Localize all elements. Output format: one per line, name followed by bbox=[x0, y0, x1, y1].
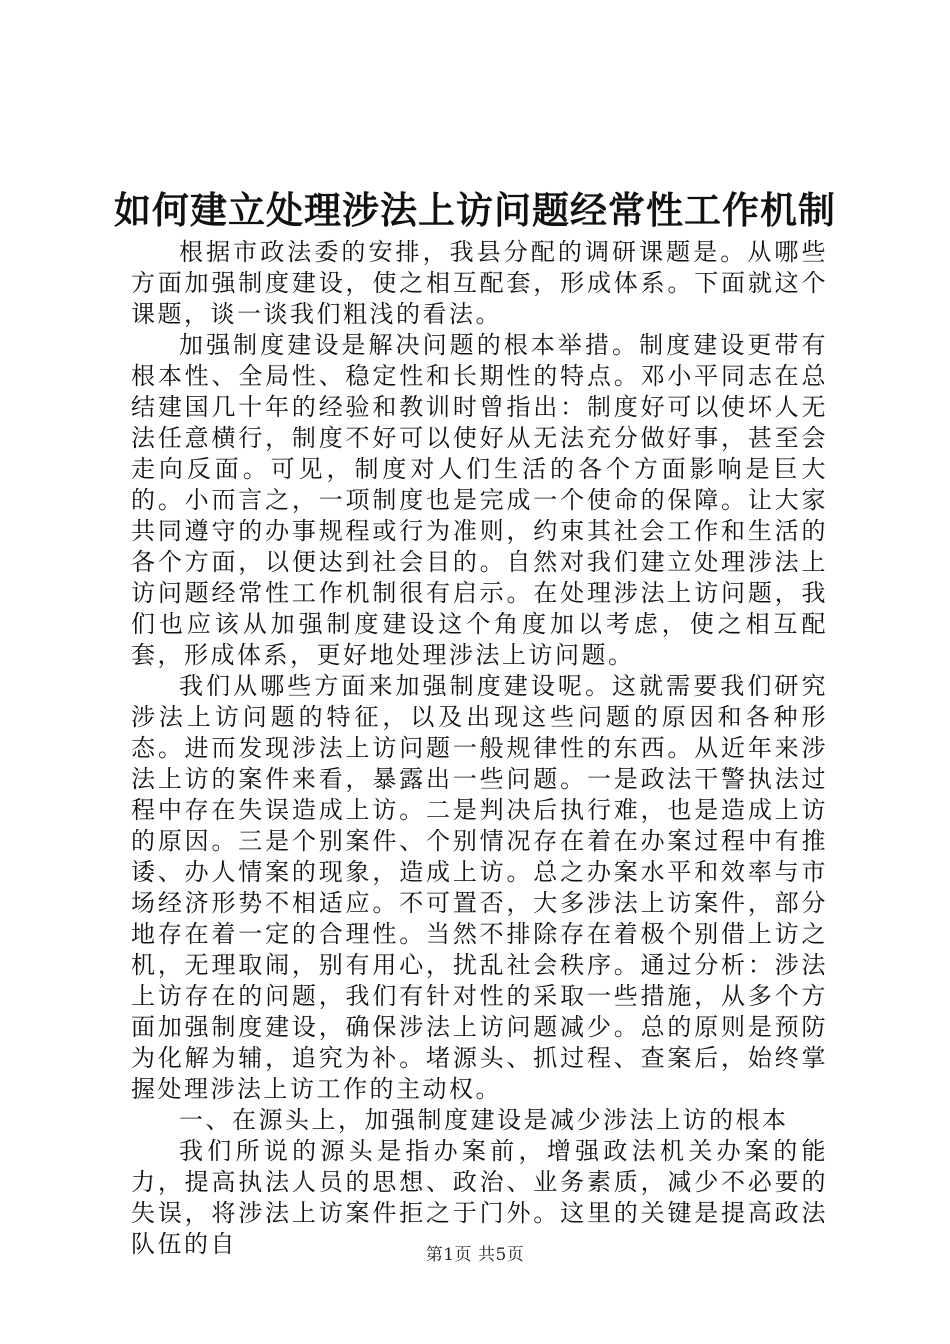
section-heading-1: 一、在源头上，加强制度建设是减少涉法上访的根本 bbox=[179, 1106, 789, 1134]
paragraph-intro: 根据市政法委的安排，我县分配的调研课题是。从哪些方面加强制度建设，使之相互配套，形成体系。下面就这个课题，谈一谈我们粗浅的看法。 bbox=[131, 238, 828, 328]
document-body bbox=[131, 237, 828, 1260]
document-title: 如何建立处理涉法上访问题经常性工作机制 bbox=[114, 188, 836, 232]
paragraph-analysis: 我们从哪些方面来加强制度建设呢。这就需要我们研究涉法上访问题的特征，以及出现这些问题的原因和各种形态。进而发现涉法上访问题一般规律性的东西。从近年来涉法上访的案件来看，暴露出一些问题。一是政法干警执法过程中存在失误造成上访。二是判决后执行难，也是造成上访的原因。三是个别案件、个别情况存在着在办案过程中有推诿、办人情案的现象，造成上访。总之办案水平和效率与市场经济形势不相适应。不可置否，大多涉法上访案件，部分地存在着一定的合理性。当然不排除存在着极个别借上访之机，无理取闹，别有用心，扰乱社会秩序。通过分析：涉法上访存在的问题，我们有针对性的采取一些措施，从多个方面加强制度建设，确保涉法上访问题减少。总的原则是预防为化解为辅，追究为补。堵源头、抓过程、查案后，始终掌握处理涉法上访工作的主动权。 bbox=[131, 672, 828, 1103]
page-number-footer: 第1页 共5页 bbox=[425, 1245, 525, 1265]
paragraph-source: 我们所说的源头是指办案前，增强政法机关办案的能力，提高执法人员的思想、政治、业务素质，减少不必要的失误，将涉法上访案件拒之于门外。这里的关键是提高政法队伍的自 bbox=[131, 1137, 828, 1258]
paragraph-system-building: 加强制度建设是解决问题的根本举措。制度建设更带有根本性、全局性、稳定性和长期性的特点。邓小平同志在总结建国几十年的经验和教训时曾指出：制度好可以使坏人无法任意横行，制度不好可以使好从无法充分做好事，甚至会走向反面。可见，制度对人们生活的各个方面影响是巨大的。小而言之，一项制度也是完成一个使命的保障。让大家共同遵守的办事规程或行为准则，约束其社会工作和生活的各个方面，以便达到社会目的。自然对我们建立处理涉法上访问题经常性工作机制很有启示。在处理涉法上访问题，我们也应该从加强制度建设这个角度加以考虑，使之相互配套，形成体系，更好地处理涉法上访问题。 bbox=[131, 331, 828, 669]
